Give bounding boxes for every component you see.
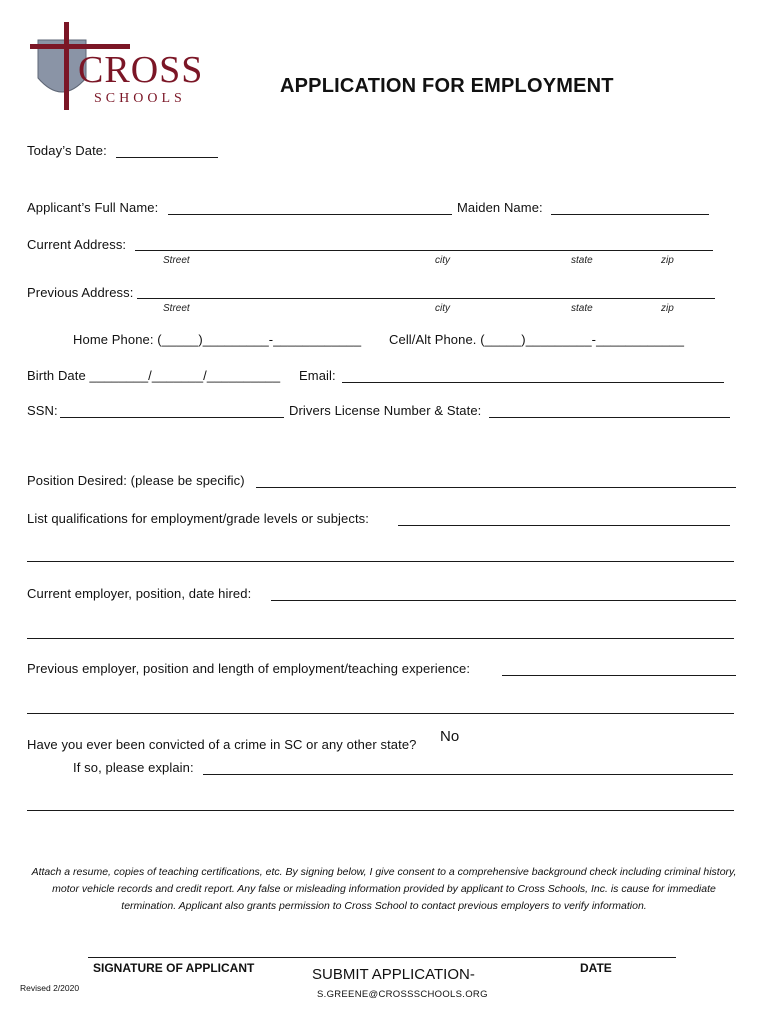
qualifications-label: List qualifications for employment/grade levels or subjects: [27, 511, 369, 526]
drivers-license-field[interactable] [489, 417, 730, 418]
date-label: DATE [580, 961, 612, 975]
qualifications-field-line-2[interactable] [27, 561, 734, 562]
todays-date-label: Today’s Date: [27, 143, 107, 158]
previous-employer-field[interactable] [502, 675, 736, 676]
revised-date: Revised 2/2020 [20, 983, 80, 993]
current-address-state-caption: state [571, 255, 593, 266]
current-employer-label: Current employer, position, date hired: [27, 586, 252, 601]
explain-field[interactable] [203, 774, 733, 775]
previous-address-state-caption: state [571, 303, 593, 314]
current-address-city-caption: city [435, 255, 450, 266]
todays-date-field[interactable] [116, 157, 218, 158]
ssn-label: SSN: [27, 403, 58, 418]
submit-application-label: SUBMIT APPLICATION- [312, 966, 475, 983]
previous-employer-field-line-2[interactable] [27, 713, 734, 714]
ssn-field[interactable] [60, 417, 284, 418]
previous-address-label: Previous Address: [27, 285, 134, 300]
signature-label: SIGNATURE OF APPLICANT [93, 961, 255, 975]
consent-notice: Attach a resume, copies of teaching certifications, etc. By signing below, I give consent to a comprehensive background check including criminal history, motor vehicle records and credit report. Any false or misleading information provided by applicant to Cross Schools, Inc. is cause for immediate termination. Applicant also grants permission to Cross School to contact previous employers to verify information. [31, 866, 737, 912]
drivers-license-label: Drivers License Number & State: [289, 403, 482, 418]
current-address-street-caption: Street [163, 255, 190, 266]
previous-address-zip-caption: zip [661, 303, 674, 314]
position-desired-field[interactable] [256, 487, 736, 488]
maiden-name-label: Maiden Name: [457, 200, 543, 215]
full-name-field[interactable] [168, 214, 452, 215]
birth-date-field[interactable]: Birth Date ________/_______/__________ [27, 368, 281, 383]
previous-address-field[interactable] [137, 298, 715, 299]
current-employer-field[interactable] [271, 600, 736, 601]
previous-address-city-caption: city [435, 303, 450, 314]
maiden-name-field[interactable] [551, 214, 709, 215]
full-name-label: Applicant’s Full Name: [27, 200, 159, 215]
logo-word-schools: SCHOOLS [94, 91, 186, 106]
logo-word-cross: CROSS [78, 49, 204, 91]
email-field[interactable] [342, 382, 724, 383]
crime-answer[interactable]: No [440, 728, 460, 745]
current-address-field[interactable] [135, 250, 713, 251]
previous-employer-label: Previous employer, position and length of employment/teaching experience: [27, 661, 471, 676]
submit-email[interactable]: S.GREENE@CROSSSCHOOLS.ORG [317, 989, 488, 1000]
email-label: Email: [299, 368, 336, 383]
explain-label: If so, please explain: [73, 760, 194, 775]
cell-phone-field[interactable]: Cell/Alt Phone. (_____)_________-____________ [389, 332, 685, 347]
position-desired-label: Position Desired: (please be specific) [27, 473, 245, 488]
crime-question-label: Have you ever been convicted of a crime in SC or any other state? [27, 737, 417, 752]
signature-line[interactable] [88, 957, 676, 958]
home-phone-field[interactable]: Home Phone: (_____)_________-____________ [73, 332, 362, 347]
current-address-zip-caption: zip [661, 255, 674, 266]
current-address-label: Current Address: [27, 237, 127, 252]
previous-address-street-caption: Street [163, 303, 190, 314]
qualifications-field[interactable] [398, 525, 730, 526]
current-employer-field-line-2[interactable] [27, 638, 734, 639]
page-title: APPLICATION FOR EMPLOYMENT [280, 75, 614, 97]
school-logo [28, 20, 210, 112]
explain-field-line-2[interactable] [27, 810, 734, 811]
